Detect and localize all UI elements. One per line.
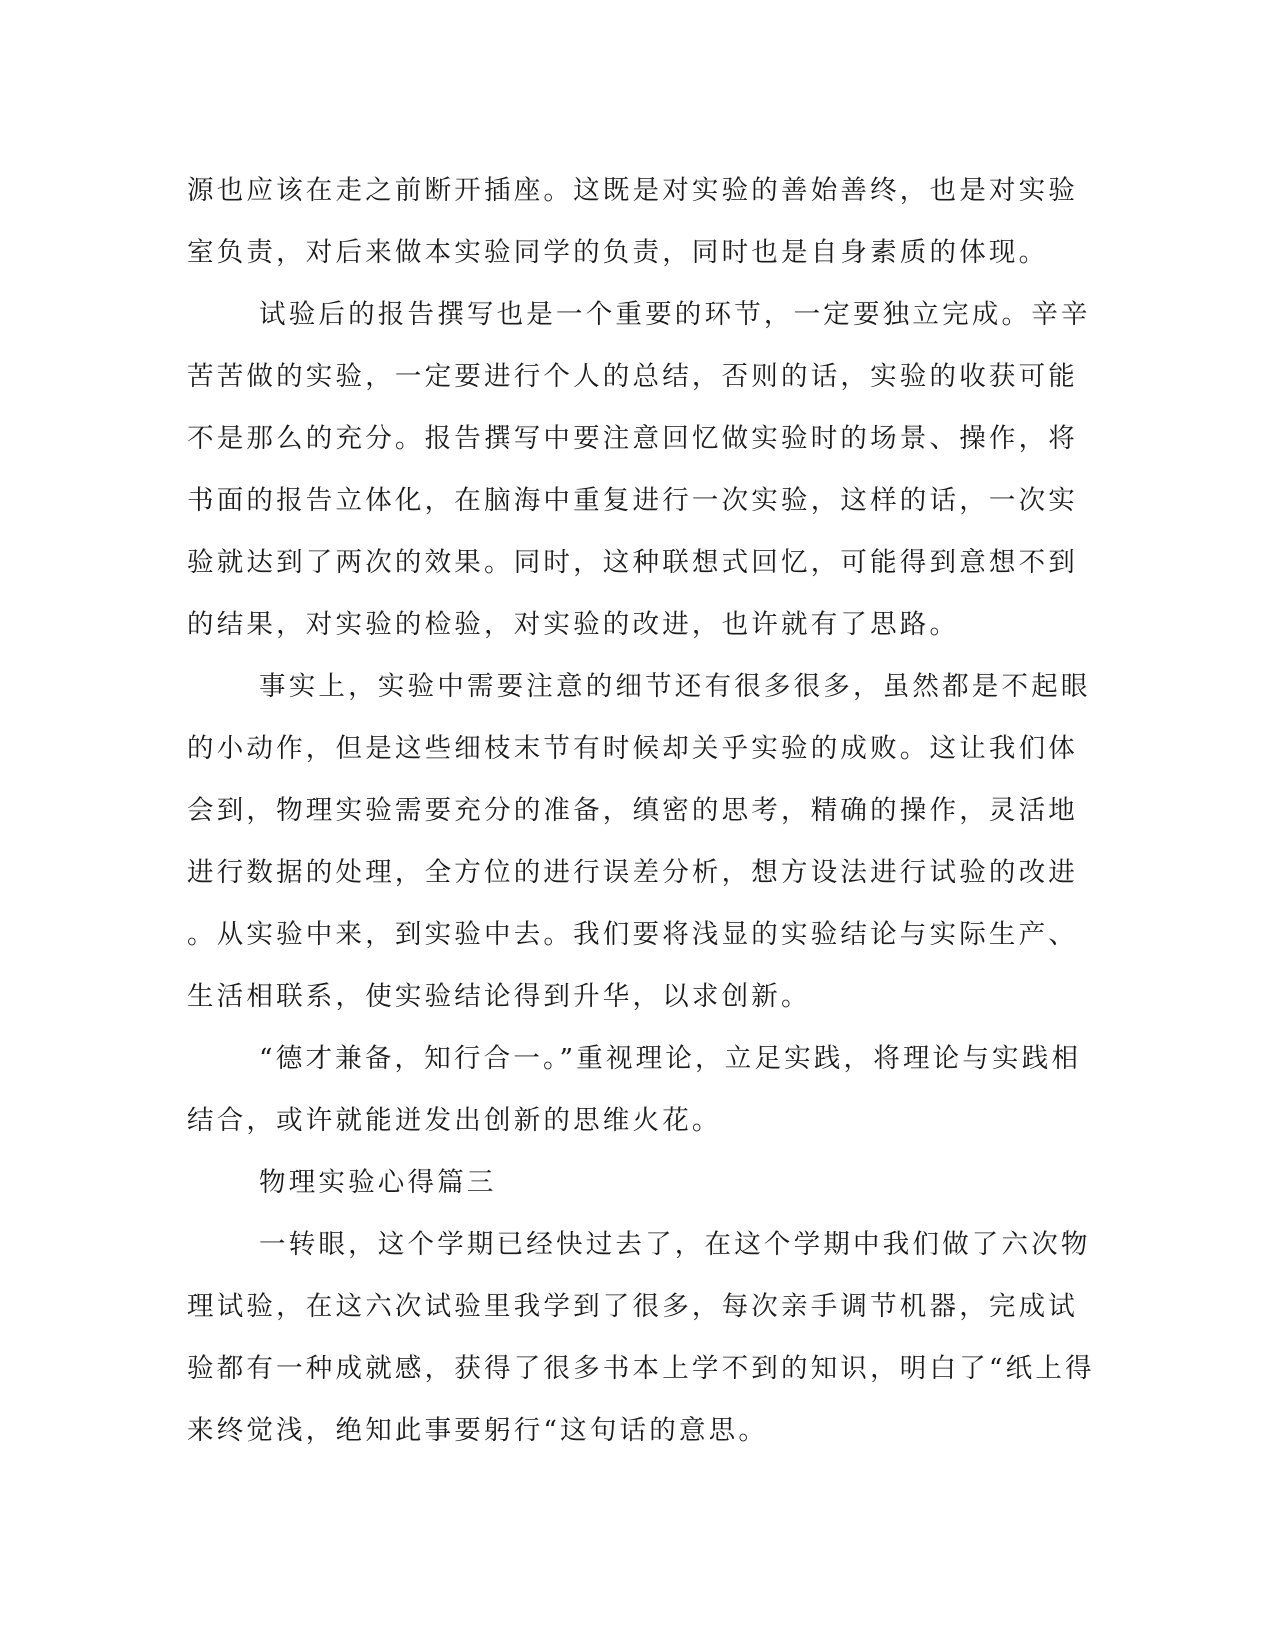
text-line-1: 源也应该在走之前断开插座。这既是对实验的善始善终，也是对实验 (187, 175, 1078, 206)
text-line-16: 结合，或许就能迸发出创新的思维火花。 (187, 1105, 722, 1136)
text-line-14: 生活相联系，使实验结论得到升华，以求创新。 (187, 981, 811, 1012)
text-line-4: 苦苦做的实验，一定要进行个人的总结，否则的话，实验的收获可能 (187, 361, 1078, 392)
document-body (187, 160, 1095, 1462)
paragraph-start-semester: 一转眼，这个学期已经快过去了，在这个学期中我们做了六次物 (259, 1229, 1091, 1260)
text-line-20: 验都有一种成就感，获得了很多书本上学不到的知识，明白了“纸上得 (187, 1353, 1095, 1384)
text-line-10: 的小动作，但是这些细枝末节有时候却关乎实验的成败。这让我们体 (187, 733, 1078, 764)
text-line-12: 进行数据的处理，全方位的进行误差分析，想方设法进行试验的改进 (187, 857, 1078, 888)
text-line-6: 书面的报告立体化，在脑海中重复进行一次实验，这样的话，一次实 (187, 485, 1078, 516)
paragraph-start-details: 事实上，实验中需要注意的细节还有很多很多，虽然都是不起眼 (259, 671, 1091, 702)
text-line-2: 室负责，对后来做本实验同学的负责，同时也是自身素质的体现。 (187, 237, 1049, 268)
text-line-19: 理试验，在这六次试验里我学到了很多，每次亲手调节机器，完成试 (187, 1291, 1078, 1322)
paragraph-start-report-writing: 试验后的报告撰写也是一个重要的环节，一定要独立完成。辛辛 (259, 299, 1091, 330)
text-line-21: 来终觉浅，绝知此事要躬行“这句话的意思。 (187, 1415, 769, 1446)
paragraph-start-quote: “德才兼备，知行合一。”重视理论，立足实践，将理论与实践相 (259, 1043, 1082, 1074)
text-line-11: 会到，物理实验需要充分的准备，缜密的思考，精确的操作，灵活地 (187, 795, 1078, 826)
text-line-7: 验就达到了两次的效果。同时，这种联想式回忆，可能得到意想不到 (187, 547, 1078, 578)
text-line-13: 。从实验中来，到实验中去。我们要将浅显的实验结论与实际生产、 (187, 919, 1078, 950)
section-heading: 物理实验心得篇三 (259, 1167, 497, 1198)
text-line-5: 不是那么的充分。报告撰写中要注意回忆做实验时的场景、操作，将 (187, 423, 1078, 454)
text-line-8: 的结果，对实验的检验，对实验的改进，也许就有了思路。 (187, 609, 960, 640)
